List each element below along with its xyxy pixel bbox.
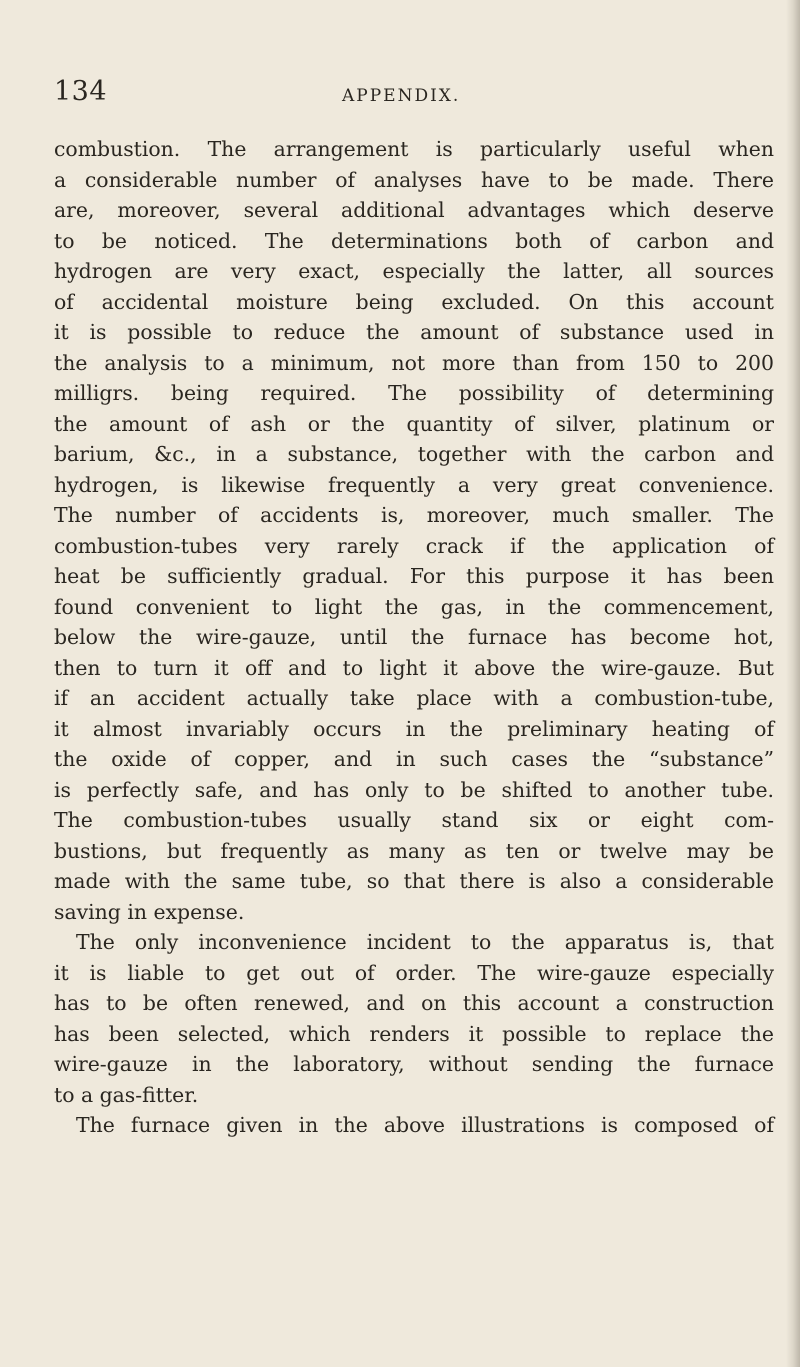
text-line: the oxide of copper, and in such cases the “substance”	[54, 747, 774, 771]
text-line: has to be often renewed, and on this account a construction	[54, 991, 774, 1015]
text-line: hydrogen, is likewise frequently a very great convenience.	[54, 472, 774, 497]
text-line: bustions, but frequently as many as ten or twelve may be	[54, 838, 774, 863]
running-head	[54, 76, 774, 116]
running-title: APPENDIX.	[342, 86, 461, 106]
text-line: The only inconvenience incident to the apparatus is, that	[76, 930, 774, 954]
text-line: hydrogen are very exact, especially the latter, all sources	[54, 259, 774, 283]
text-line: The furnace given in the above illustrations is composed of	[76, 1113, 774, 1137]
text-line: it is liable to get out of order. The wire-gauze especially	[54, 960, 774, 985]
page-number: 134	[54, 76, 108, 107]
text-line: has been selected, which renders it possible to replace the	[54, 1021, 774, 1046]
text-line: milligrs. being required. The possibility of determining	[54, 381, 774, 405]
text-line: to be noticed. The determinations both of carbon and	[54, 228, 774, 253]
body-text	[54, 134, 774, 1141]
text-line: saving in expense.	[54, 899, 245, 924]
text-line: then to turn it off and to light it above the wire-gauze. But	[54, 655, 774, 680]
text-line: combustion-tubes very rarely crack if the application of	[54, 533, 774, 558]
text-line: found convenient to light the gas, in the commencement,	[54, 594, 774, 619]
text-line: combustion. The arrangement is particularly useful when	[54, 137, 774, 161]
text-line: made with the same tube, so that there is also a considerable	[54, 869, 774, 893]
text-line: it almost invariably occurs in the preliminary heating of	[54, 716, 774, 741]
text-line: the analysis to a minimum, not more than from 150 to 200	[54, 350, 774, 375]
text-line: a considerable number of analyses have to be made. There	[54, 167, 774, 192]
text-line: it is possible to reduce the amount of substance used in	[54, 320, 774, 344]
text-line: if an accident actually take place with a combustion-tube,	[54, 686, 774, 710]
text-line: to a gas-fitter.	[54, 1082, 199, 1107]
text-line: The number of accidents is, moreover, much smaller. The	[54, 503, 774, 527]
text-line: is perfectly safe, and has only to be shifted to another tube.	[54, 777, 774, 802]
page-edge-shadow	[786, 0, 800, 1367]
text-line: heat be sufficiently gradual. For this purpose it has been	[54, 564, 774, 588]
text-line: of accidental moisture being excluded. On this account	[54, 289, 774, 314]
text-line: are, moreover, several additional advantages which deserve	[54, 198, 774, 222]
text-line: the amount of ash or the quantity of silver, platinum or	[54, 411, 774, 436]
text-line: below the wire-gauze, until the furnace has become hot,	[54, 625, 774, 649]
text-line: barium, &c., in a substance, together with the carbon and	[54, 442, 774, 466]
text-line: wire-gauze in the laboratory, without sending the furnace	[54, 1052, 774, 1076]
text-line: The combustion-tubes usually stand six or eight com-	[54, 808, 774, 832]
